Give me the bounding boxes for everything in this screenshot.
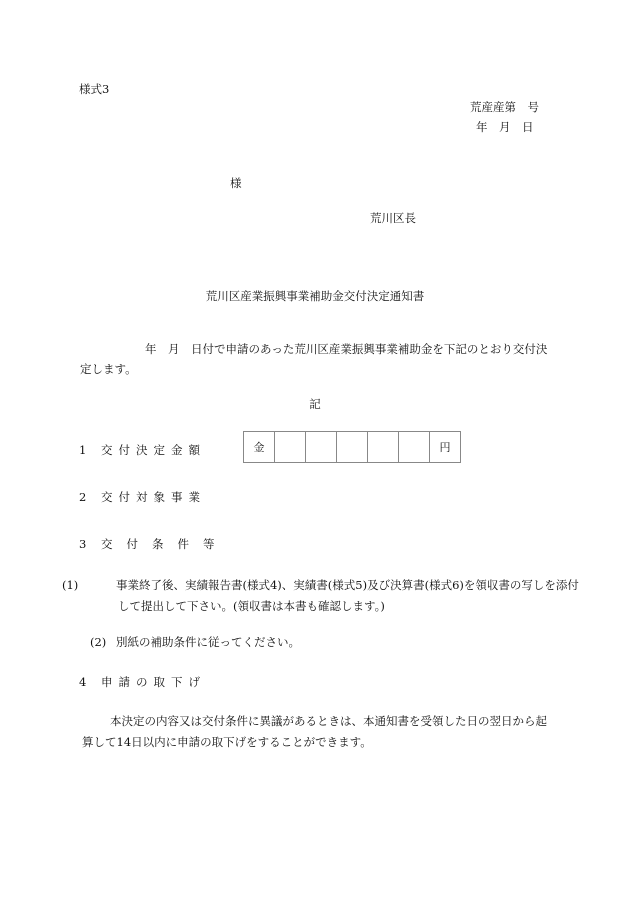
ki-heading: 記	[309, 397, 321, 411]
section-number: 4	[79, 675, 87, 689]
item-text: 事業終了後、実績報告書(様式4)、実績書(様式5)及び決算書(様式6)を領収書の写しを添付して提出して下さい。(領収書は本書も確認します。)	[116, 578, 579, 613]
section-label: 交付条件等	[101, 537, 229, 551]
withdrawal-paragraph: 本決定の内容又は交付条件に異議があるときは、本通知書を受領した日の翌日から起算して14日以内に申請の取下げをすることができます。	[82, 714, 547, 749]
condition-item-2	[90, 632, 560, 653]
amount-suffix-cell: 円	[430, 432, 461, 463]
amount-prefix-cell: 金	[244, 432, 275, 463]
form-number: 様式3	[79, 82, 110, 96]
intro-paragraph	[80, 339, 550, 379]
condition-item-1	[62, 575, 588, 617]
item-text: 別紙の補助条件に従ってください。	[116, 635, 300, 649]
section-number: 3	[79, 537, 87, 551]
section-label: 申請の取下げ	[101, 675, 206, 689]
amount-digit-cell[interactable]	[399, 432, 430, 463]
issue-date: 年 月 日	[476, 120, 534, 134]
section-number: 2	[79, 490, 87, 504]
section-conditions	[79, 536, 229, 552]
document-number: 荒産産第 号	[470, 100, 539, 114]
item-number: (1)	[62, 578, 79, 592]
issuer-name: 荒川区長	[370, 211, 416, 225]
addressee-honorific: 様	[230, 176, 242, 190]
section-target-project	[79, 489, 206, 505]
section-withdrawal	[79, 674, 206, 690]
intro-text: 年 月 日付で申請のあった荒川区産業振興事業補助金を下記のとおり交付決定します。	[80, 342, 548, 376]
section-label: 交付対象事業	[101, 490, 206, 504]
item-number: (2)	[90, 635, 107, 649]
document-title: 荒川区産業振興事業補助金交付決定通知書	[205, 289, 425, 303]
section-number: 1	[79, 443, 87, 457]
amount-table	[243, 431, 461, 463]
section-grant-amount	[79, 442, 206, 458]
amount-digit-cell[interactable]	[306, 432, 337, 463]
amount-digit-cell[interactable]	[368, 432, 399, 463]
section-label: 交付決定金額	[101, 443, 206, 457]
amount-digit-cell[interactable]	[337, 432, 368, 463]
amount-digit-cell[interactable]	[275, 432, 306, 463]
